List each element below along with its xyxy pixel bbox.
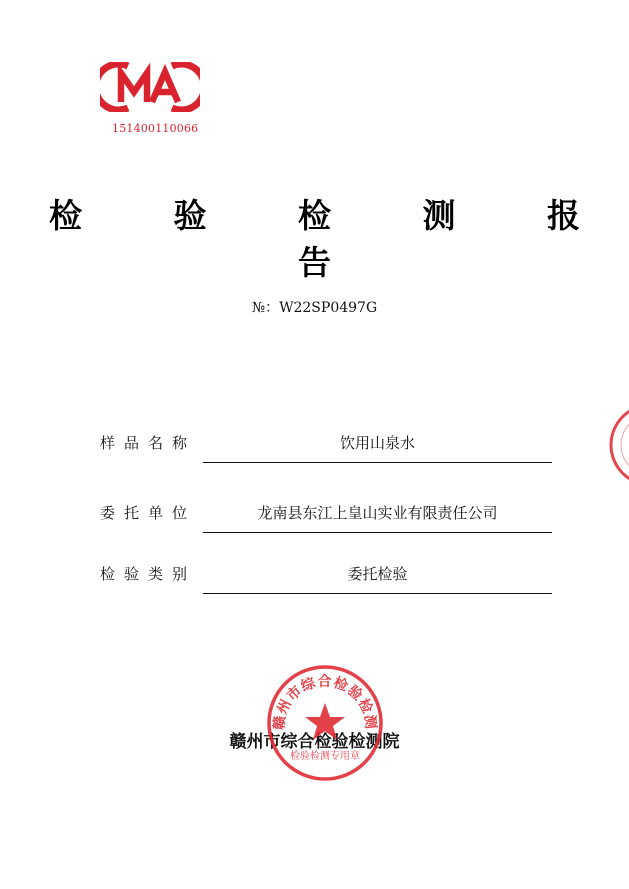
underline xyxy=(203,532,552,533)
cma-mark-icon xyxy=(100,62,200,112)
cma-certificate-number: 151400110066 xyxy=(112,122,199,135)
field-label: 委托单位 xyxy=(100,504,197,522)
partial-seal-icon xyxy=(606,400,629,490)
field-value: 委托检验 xyxy=(347,565,408,583)
institution-name: 赣州市综合检验检测院 xyxy=(229,732,400,752)
svg-text:赣州市综合检验检测: 赣州市综合检验检测 xyxy=(271,673,379,731)
underline xyxy=(203,593,552,594)
report-title: 检 验 检 测 报 告 xyxy=(49,196,620,282)
field-sample-name xyxy=(100,432,552,462)
field-value: 龙南县东江上皇山实业有限责任公司 xyxy=(257,504,498,522)
underline xyxy=(203,462,552,463)
report-number: №：W22SP0497G xyxy=(251,300,378,316)
field-value: 饮用山泉水 xyxy=(339,434,415,452)
svg-text:检验检测专用章: 检验检测专用章 xyxy=(290,751,360,762)
field-label: 样品名称 xyxy=(100,434,197,452)
field-inspection-type xyxy=(100,563,552,593)
official-seal-icon xyxy=(265,663,385,783)
field-label: 检验类别 xyxy=(100,565,197,583)
field-client-unit xyxy=(100,502,552,532)
